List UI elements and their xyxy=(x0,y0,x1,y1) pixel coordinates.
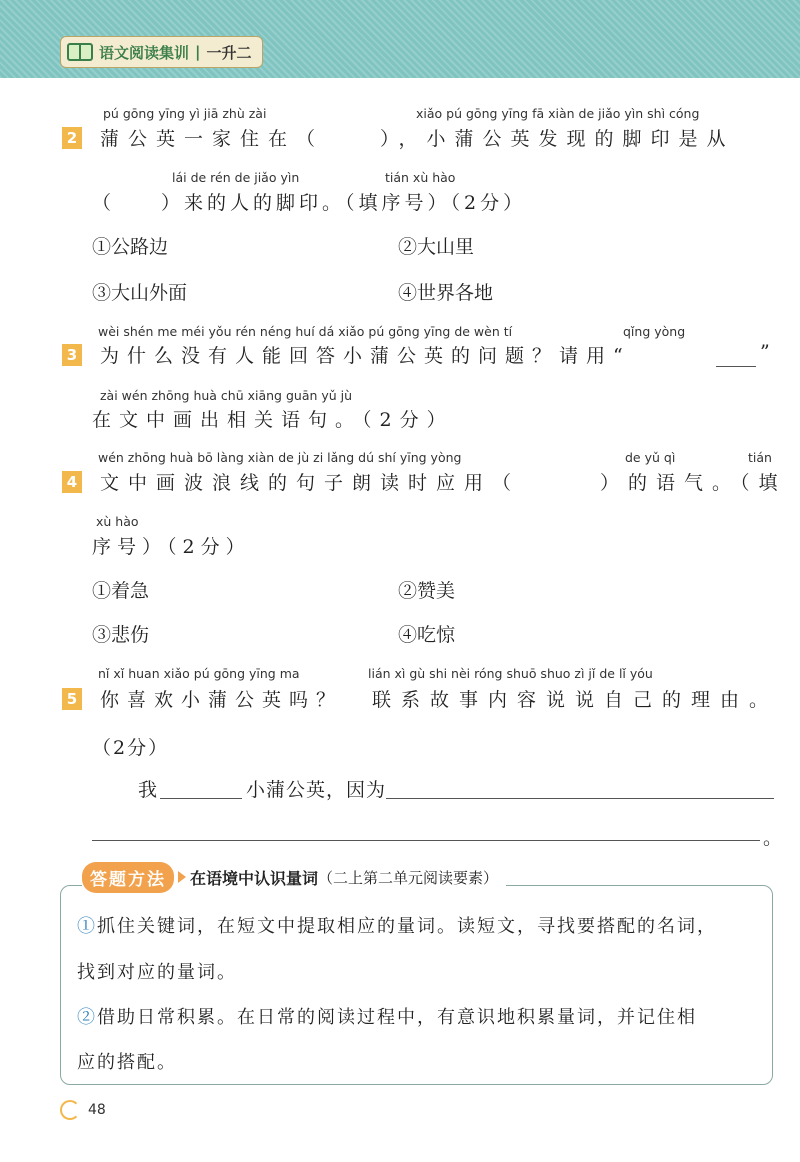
arrow-icon xyxy=(178,871,186,883)
question-text: （2分） xyxy=(92,737,170,759)
pinyin: pú gōng yīng yì jiā zhù zài xyxy=(103,106,267,121)
book-icon xyxy=(67,43,93,61)
pinyin: lái de rén de jiǎo yìn xyxy=(172,170,300,185)
option: ①公路边 xyxy=(92,236,169,258)
pinyin: lián xì gù shi nèi róng shuō shuo zì jǐ de lǐ yóu xyxy=(368,666,653,681)
end-mark: 。 xyxy=(763,827,783,849)
answer-prefix: 我 xyxy=(138,779,158,801)
question-text: 序号）（2分） xyxy=(92,536,251,558)
answer-blank xyxy=(386,798,774,799)
pinyin: qǐng yòng xyxy=(623,324,686,339)
pinyin: tián xyxy=(748,450,772,465)
method-number: ② xyxy=(77,1007,97,1028)
method-line xyxy=(77,1048,177,1074)
option: ④世界各地 xyxy=(398,282,494,304)
pinyin: xù hào xyxy=(96,514,139,529)
page-number xyxy=(60,1100,106,1120)
question-text: 为什么没有人能回答小蒲公英的问题？请用“ xyxy=(100,345,631,367)
option: ②大山里 xyxy=(398,236,475,258)
option: ④吃惊 xyxy=(398,624,456,646)
series-title: 语文阅读集训 xyxy=(99,43,190,62)
answer-blank xyxy=(160,798,242,799)
header-separator: | xyxy=(195,43,201,61)
question-text: 文中画波浪线的句子朗读时应用（ xyxy=(100,472,521,494)
question-text: 联系故事内容说说自己的理由。 xyxy=(372,689,779,711)
question-text: 你喜欢小蒲公英吗？ xyxy=(100,689,344,711)
method-badge: 答题方法 xyxy=(82,862,174,893)
answer-method-header xyxy=(82,862,506,892)
question-number: 2 xyxy=(62,127,82,149)
grade-label: 一升二 xyxy=(206,43,252,62)
pinyin: zài wén zhōng huà chū xiāng guān yǔ jù xyxy=(100,388,353,403)
option: ③大山外面 xyxy=(92,282,188,304)
method-line xyxy=(77,1003,697,1029)
question-text: （ ）来的人的脚印。（填序号）（2分） xyxy=(92,192,527,214)
answer-prefix: 小蒲公英，因为 xyxy=(246,779,387,801)
pinyin: wèi shén me méi yǒu rén néng huí dá xiǎo pú gōng yīng de wèn tí xyxy=(98,324,513,339)
swirl-icon xyxy=(60,1100,80,1120)
answer-blank xyxy=(716,366,756,367)
method-line xyxy=(77,958,237,984)
pinyin: wén zhōng huà bō làng xiàn de jù zi lǎng dú shí yīng yòng xyxy=(98,450,462,465)
quote-mark: ” xyxy=(760,341,779,363)
pinyin: xiǎo pú gōng yīng fā xiàn de jiǎo yìn shì cóng xyxy=(416,106,700,121)
answer-blank xyxy=(92,840,760,841)
book-series-label xyxy=(60,36,263,68)
method-text: 借助日常积累。在日常的阅读过程中，有意识地积累量词，并记住相 xyxy=(97,1007,697,1028)
page-header-band xyxy=(0,0,800,78)
method-number: ① xyxy=(77,916,97,937)
question-number: 3 xyxy=(62,344,82,366)
option: ③悲伤 xyxy=(92,624,150,646)
method-text: 应的搭配。 xyxy=(77,1052,177,1073)
pinyin: tián xù hào xyxy=(385,170,456,185)
pinyin: de yǔ qì xyxy=(625,450,676,465)
question-text: ），小蒲公英发现的脚印是从 xyxy=(380,128,735,150)
method-line xyxy=(77,912,717,938)
method-subtitle: （二上第二单元阅读要素） xyxy=(318,868,499,887)
question-text: 在文中画出相关语句。（2分） xyxy=(92,409,454,431)
question-text: ）的语气。（填 xyxy=(600,472,787,494)
pinyin: nǐ xǐ huan xiǎo pú gōng yīng ma xyxy=(98,666,300,681)
page-number-text: 48 xyxy=(88,1102,106,1118)
option: ②赞美 xyxy=(398,580,456,602)
method-title: 在语境中认识量词 xyxy=(190,868,319,888)
question-number: 4 xyxy=(62,471,82,493)
method-text: 抓住关键词，在短文中提取相应的量词。读短文，寻找要搭配的名词， xyxy=(97,916,717,937)
question-text: 蒲公英一家住在（ xyxy=(100,128,325,150)
method-text: 找到对应的量词。 xyxy=(77,962,237,983)
question-number: 5 xyxy=(62,688,82,710)
option: ①着急 xyxy=(92,580,150,602)
